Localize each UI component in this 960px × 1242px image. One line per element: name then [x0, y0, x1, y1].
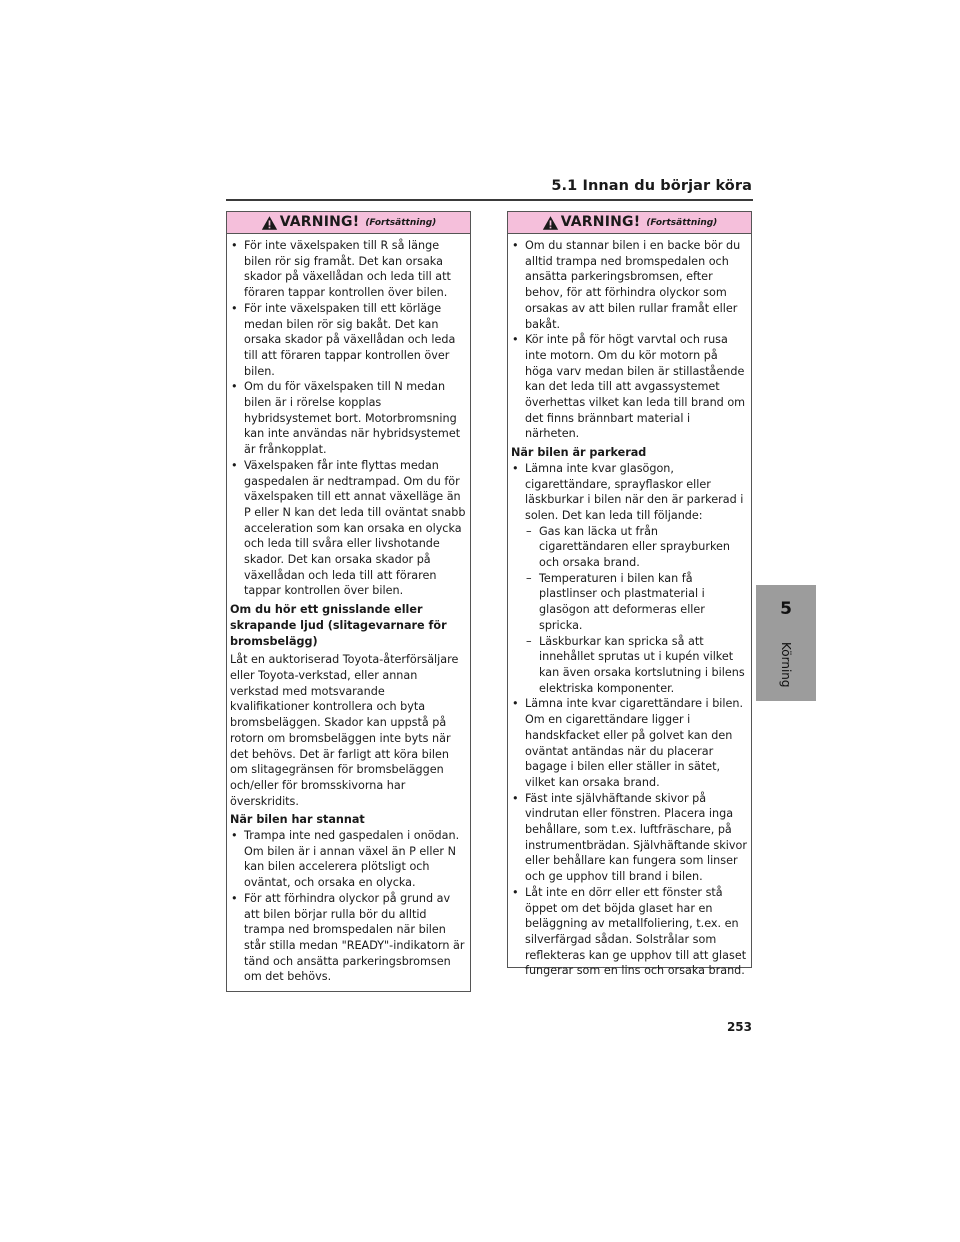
chapter-number: 5 — [780, 599, 792, 619]
list-item: • Om du för växelspaken till N medan bilen är i rörelse kopplas hybridsystemet bort. Motorbromsning kan inte användas när hybridsystemet är frånkopplat. — [230, 379, 466, 458]
list-item: • Om du stannar bilen i en backe bör du alltid trampa ned bromspedalen och ansätta parkeringsbromsen, efter behov, för att förhindra olyckor som orsakas av att bilen rullar framåt eller bakåt. — [511, 238, 747, 332]
dash-item: – Läskburkar kan spricka så att innehållet sprutas ut i kupén vilket kan även orsaka kortslutning i bilens elektriska komponenter. — [525, 634, 747, 697]
warning-continued: (Fortsättning) — [365, 218, 437, 229]
page-number: 253 — [726, 1020, 752, 1034]
warning-box-left — [226, 211, 471, 992]
warning-triangle-icon — [542, 215, 559, 231]
chapter-tab — [756, 585, 816, 701]
dash-item: – Temperaturen i bilen kan få plastlinser och plastmaterial i glasögon att deformeras eller spricka. — [525, 571, 747, 634]
bullet-list — [230, 238, 466, 599]
subheading: När bilen är parkerad — [511, 446, 647, 460]
warning-content — [227, 234, 470, 985]
list-item: • För att förhindra olyckor på grund av att bilen börjar rulla bör du alltid trampa ned bromspedalen när bilen står stilla medan "READY"-indikatorn är tänd och ansätta parkeringsbromsen om det behövs. — [230, 891, 466, 985]
header-rule — [226, 199, 753, 201]
warning-header — [227, 212, 470, 234]
subheading: Om du hör ett gnisslande eller skrapande ljud (slitagevarnare för bromsbelägg) — [230, 603, 447, 648]
paragraph: Låt en auktoriserad Toyota-återförsäljare eller Toyota-verkstad, eller annan verkstad med motsvarande kvalifikationer kontrollera och byta bromsbeläggen. Skador kan uppstå på rotorn om bromsbeläggen inte byts när det behövs. Det är farligt att köra bilen om slitagegränsen för bromsbeläggen och/eller för bromsskivorna har överskridits. — [230, 653, 459, 808]
list-item: • Kör inte på för högt varvtal och rusa inte motorn. Om du kör motorn på höga varv medan bilen är stillastående kan det leda till att avgassystemet överhettas vilket kan leda till brand om det finns brännbart material i närheten. — [511, 332, 747, 442]
section-title: 5.1 Innan du börjar köra — [551, 178, 752, 194]
warning-content — [508, 234, 751, 979]
warning-continued: (Fortsättning) — [646, 218, 718, 229]
warning-triangle-icon — [261, 215, 278, 231]
warning-label: VARNING! — [560, 213, 641, 230]
list-item: • Fäst inte självhäftande skivor på vindrutan eller fönstren. Placera inga behållare, som t.ex. luftfräschare, på instrumentbrädan. Självhäftande skivor eller behållare kan fungera som linser och ge upphov till brand i bilen. — [511, 791, 747, 885]
subheading: När bilen har stannat — [230, 813, 365, 827]
dash-item: – Gas kan läcka ut från cigarettändaren eller sprayburken och orsaka brand. — [525, 524, 747, 571]
list-item: • För inte växelspaken till R så länge bilen rör sig framåt. Det kan orsaka skador på växellådan och leda till att föraren tappar kontrollen över bilen. — [230, 238, 466, 301]
list-item: • Trampa inte ned gaspedalen i onödan. Om bilen är i annan växel än P eller N kan bilen accelerera plötsligt och oväntat, och orsaka en olycka. — [230, 828, 466, 891]
list-item: • Växelspaken får inte flyttas medan gaspedalen är nedtrampad. Om du för växelspaken till ett annat växelläge än P eller N kan det leda till oväntat snabb acceleration som kan orsaka en olycka och leda till svåra eller livshotande skador. Det kan orsaka skador på växellådan och leda till att föraren tappar kontrollen över bilen. — [230, 458, 466, 599]
warning-box-right — [507, 211, 752, 978]
bullet-list — [511, 461, 747, 979]
list-item: • Lämna inte kvar cigarettändare i bilen. Om en cigarettändare ligger i handskfacket eller på golvet kan den oväntat antändas när du placerar bagage i bilen eller ställer in sätet, vilket kan orsaka brand. — [511, 696, 747, 790]
list-item: • Låt inte en dörr eller ett fönster stå öppet om det böjda glaset har en beläggning av metallfoliering, t.ex. en silverfärgad sådan. Solstrålar som reflekteras kan ge upphov till att glaset fungerar som en lins och orsaka brand. — [511, 885, 747, 979]
warning-header — [508, 212, 751, 234]
warning-label: VARNING! — [279, 213, 360, 230]
bullet-list — [230, 828, 466, 985]
dash-list — [525, 524, 747, 697]
chapter-label: Körning — [779, 642, 793, 688]
list-item — [511, 461, 747, 697]
list-item-text: Lämna inte kvar glasögon, cigarettändare, sprayflaskor eller läskburkar i bilen när den är parkerad i solen. Det kan leda till följande: — [525, 461, 744, 522]
list-item: • För inte växelspaken till ett körläge medan bilen rör sig bakåt. Det kan orsaka skador på växellådan och leda till att föraren tappar kontrollen över bilen. — [230, 301, 466, 380]
bullet-list — [511, 238, 747, 442]
